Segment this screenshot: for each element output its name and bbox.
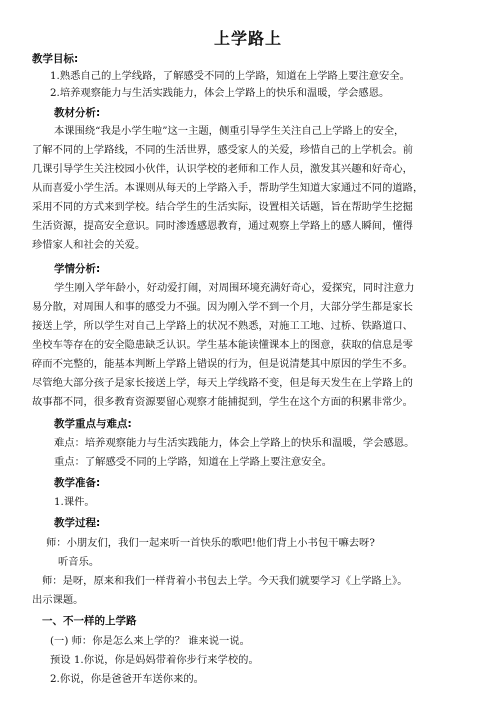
- goal-1: 1.熟悉自己的上学线路，了解感受不同的上学路，知道在上学路上要注意安全。: [50, 70, 410, 82]
- material-line: 了解不同的上学路线，不同的生活世界，感受家人的关爱，珍惜自己的上学机会。前: [32, 144, 413, 156]
- material-heading: 教材分析:: [54, 107, 101, 119]
- preset-item: 2.你说，你是爸爸开车送你来的。: [50, 673, 204, 685]
- key-point-text: 重点：了解感受不同的上学路，知道在上学路上要注意安全。: [54, 456, 333, 468]
- student-line: 尽管绝大部分孩子是家长接送上学，每天上学线路不变，但是每天发生在上学路上的: [32, 377, 413, 389]
- process-heading: 教学过程:: [54, 517, 101, 529]
- process-text: 听音乐。: [58, 556, 100, 568]
- student-line: 易分散，对周围人和事的感受力不强。因为刚入学不到一个月，大部分学生都是家长: [32, 301, 413, 313]
- part1-heading: 一、不一样的上学路: [42, 615, 137, 627]
- student-heading: 学情分析:: [54, 263, 101, 275]
- material-line: 本课围绕“我是小学生啦”这一主题，侧重引导学生关注自己上学路上的安全，: [54, 125, 405, 137]
- prep-heading: 教学准备:: [54, 477, 101, 489]
- prep-item: 1.课件。: [54, 496, 95, 508]
- student-line: 碎而不完整的，能基本判断上学路上错误的行为，但是说清楚其中原因的学生不多。: [32, 358, 413, 370]
- student-line: 故事都不同，很多教育资源要留心观察才能捕捉到，学生在这个方面的积累非常少。: [32, 396, 413, 408]
- material-line: 生活资源，提高安全意识。同时渗透感恩教育，通过观察上学路上的感人瞬间，懂得: [32, 220, 413, 232]
- process-text: 师：是呀，原来和我们一样背着小书包去上学。今天我们就要学习《上学路上》。: [42, 575, 408, 587]
- material-line: 珍惜家人和社会的关爱。: [32, 239, 146, 251]
- material-line: 几课引导学生关注校园小伙伴，认识学校的老师和工作人员，激发其兴趣和好奇心，: [32, 163, 413, 175]
- process-text: 师：小朋友们，我们一起来听一首快乐的歌吧!他们背上小书包干嘛去呀?: [46, 537, 375, 549]
- key-heading: 教学重点与难点:: [54, 418, 132, 430]
- material-line: 从而喜爱小学生活。本课则从每天的上学路入手，帮助学生知道大家通过不同的道路，: [32, 182, 424, 194]
- difficulty-text: 难点：培养观察能力与生活实践能力，体会上学路上的快乐和温暖，学会感恩。: [54, 437, 415, 449]
- student-line: 接送上学，所以学生对自己上学路上的状况不熟悉，对施工工地、过桥、铁路道口、: [32, 320, 413, 332]
- page-title: 上学路上: [213, 29, 282, 48]
- part1-question: (一) 师：你是怎么来上学的？ 谁来说一说。: [50, 635, 250, 647]
- goal-2: 2.培养观察能力与生活实践能力，体会上学路上的快乐和温暖，学会感恩。: [50, 87, 390, 99]
- material-line: 采用不同的方式来到学校。结合学生的生活实际，设置相关话题，旨在帮助学生挖掘: [32, 201, 413, 213]
- preset-item: 预设 1.你说，你是妈妈带着你步行来学校的。: [50, 654, 259, 666]
- goals-heading: 教学目标:: [32, 53, 79, 65]
- process-text: 出示课题。: [32, 594, 84, 606]
- student-line: 坐校车等存在的安全隐患缺乏认识。学生基本能读懂课本上的图意，获取的信息是零: [32, 339, 413, 351]
- student-line: 学生刚入学年龄小，好动爱打闹，对周围环境充满好奇心，爱探究，同时注意力: [54, 282, 415, 294]
